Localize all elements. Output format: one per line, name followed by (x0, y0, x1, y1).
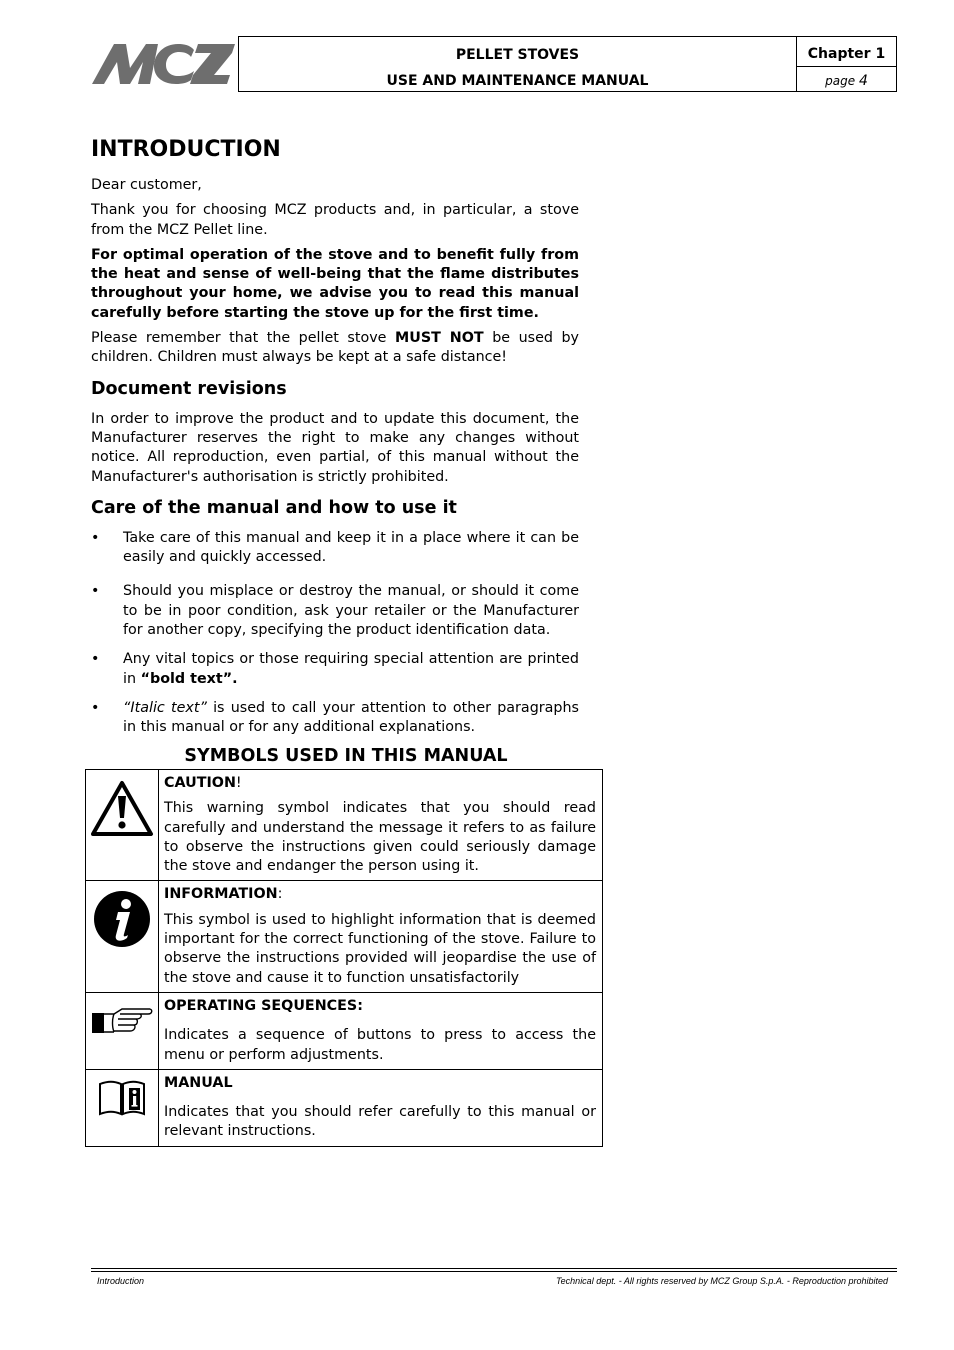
header-box (238, 36, 897, 92)
page-label: page (825, 74, 856, 88)
revisions-paragraph: In order to improve the product and to update this document, the Manufacturer reserves the right to make any changes without notice. All reproduction, even partial, of this manual without the Manufacturer's authorisation is strictly prohibited. (91, 410, 579, 485)
ops-title: OPERATING SEQUENCES: (164, 997, 363, 1014)
mcz-logo (90, 40, 236, 88)
page-title: INTRODUCTION (91, 137, 281, 162)
chapter-label: Chapter 1 (807, 46, 886, 62)
children-warning (91, 329, 579, 368)
page-number: 4 (858, 73, 868, 89)
list-item (91, 582, 579, 640)
footer-rule (91, 1271, 897, 1272)
info-title: INFORMATION (164, 886, 278, 903)
icon-cell (86, 770, 159, 881)
header-title-line2: USE AND MAINTENANCE MANUAL (386, 73, 649, 89)
icon-cell (86, 1069, 159, 1146)
table-row (86, 881, 603, 992)
thanks-paragraph: Thank you for choosing MCZ products and, in particular, a stove from the MCZ Pellet line. (91, 202, 579, 238)
info-punct: : (277, 886, 283, 903)
caution-title-line (164, 774, 596, 793)
list-item-text: Take care of this manual and keep it in a place where it can be easily and quickly accessed. (123, 529, 579, 566)
footer-section-label: Introduction (97, 1276, 145, 1286)
caution-text: This warning symbol indicates that you should read carefully and understand the message it refers to as failure to observe the instructions given could seriously damage the stove and endanger the person using it. (164, 800, 596, 875)
icon-cell (86, 992, 159, 1069)
advice-paragraph: For optimal operation of the stove and to benefit fully from the heat and sense of well-being that the flame distributes throughout your home, we advise you to read this manual carefully before starting the stove up for the first time. (91, 246, 579, 321)
bullet: • (91, 651, 100, 668)
table-row (86, 770, 603, 881)
list-item (91, 699, 579, 738)
bullet: • (91, 529, 100, 546)
main-content (91, 136, 579, 748)
footer-rule (91, 1268, 897, 1269)
header-title-cell (239, 37, 797, 91)
info-circle-icon (92, 937, 152, 953)
care-list (91, 529, 579, 738)
list-item-italic: “Italic text” (123, 699, 207, 716)
table-row (86, 1069, 603, 1146)
greeting: Dear customer, (91, 177, 202, 193)
header-title-line1: PELLET STOVES (455, 47, 580, 63)
symbols-table (85, 769, 603, 1147)
text-cell (159, 881, 603, 992)
info-title-line (164, 885, 596, 904)
bullet: • (91, 583, 100, 600)
children-warning-bold: MUST NOT (394, 330, 484, 347)
pointing-hand-icon (90, 1023, 154, 1039)
revisions-heading: Document revisions (91, 378, 287, 399)
header-divider (797, 66, 896, 67)
list-item-text: Should you misplace or destroy the manual, or should it come to be in poor condition, ask your retailer or the Manufacturer for another copy, specifying the product identification data. (123, 583, 579, 639)
children-warning-pre: Please remember that the pellet stove (91, 330, 395, 347)
footer-copyright: Technical dept. - All rights reserved by MCZ Group S.p.A. - Reproduction prohibited (556, 1276, 888, 1286)
list-item-bold: “bold text”. (140, 670, 238, 687)
text-cell (159, 770, 603, 881)
list-item-text: Any vital topics or those requiring special attention are printed in (123, 651, 579, 687)
caution-title: CAUTION (164, 775, 236, 791)
symbols-heading: SYMBOLS USED IN THIS MANUAL (184, 746, 508, 766)
table-row (86, 992, 603, 1069)
bullet: • (91, 699, 100, 716)
list-item-text: is used to call your attention to other paragraphs in this manual or for any additional explanations. (123, 699, 579, 736)
info-text: This symbol is used to highlight information that is deemed important for the correct functioning of the stove. Failure to observe the instructions provided will jeopardise the use of the stove and cause it to function unsatisfactorily (164, 911, 596, 986)
children-warning-post: be used by children. Children must always be kept at a safe distance! (91, 330, 580, 366)
list-item (91, 529, 579, 568)
care-heading: Care of the manual and how to use it (91, 497, 457, 518)
page-indicator (797, 73, 896, 89)
warning-triangle-icon (89, 826, 155, 842)
manual-title: MANUAL (164, 1074, 233, 1091)
manual-text: Indicates that you should refer carefully to this manual or relevant instructions. (164, 1104, 596, 1140)
header-chapter-cell (797, 37, 896, 91)
caution-punct: ! (235, 775, 242, 791)
list-item (91, 650, 579, 689)
icon-cell (86, 881, 159, 992)
text-cell (159, 1069, 603, 1146)
text-cell (159, 992, 603, 1069)
ops-text: Indicates a sequence of buttons to press to access the menu or perform adjustments. (164, 1027, 596, 1063)
open-book-info-icon (96, 1106, 148, 1122)
